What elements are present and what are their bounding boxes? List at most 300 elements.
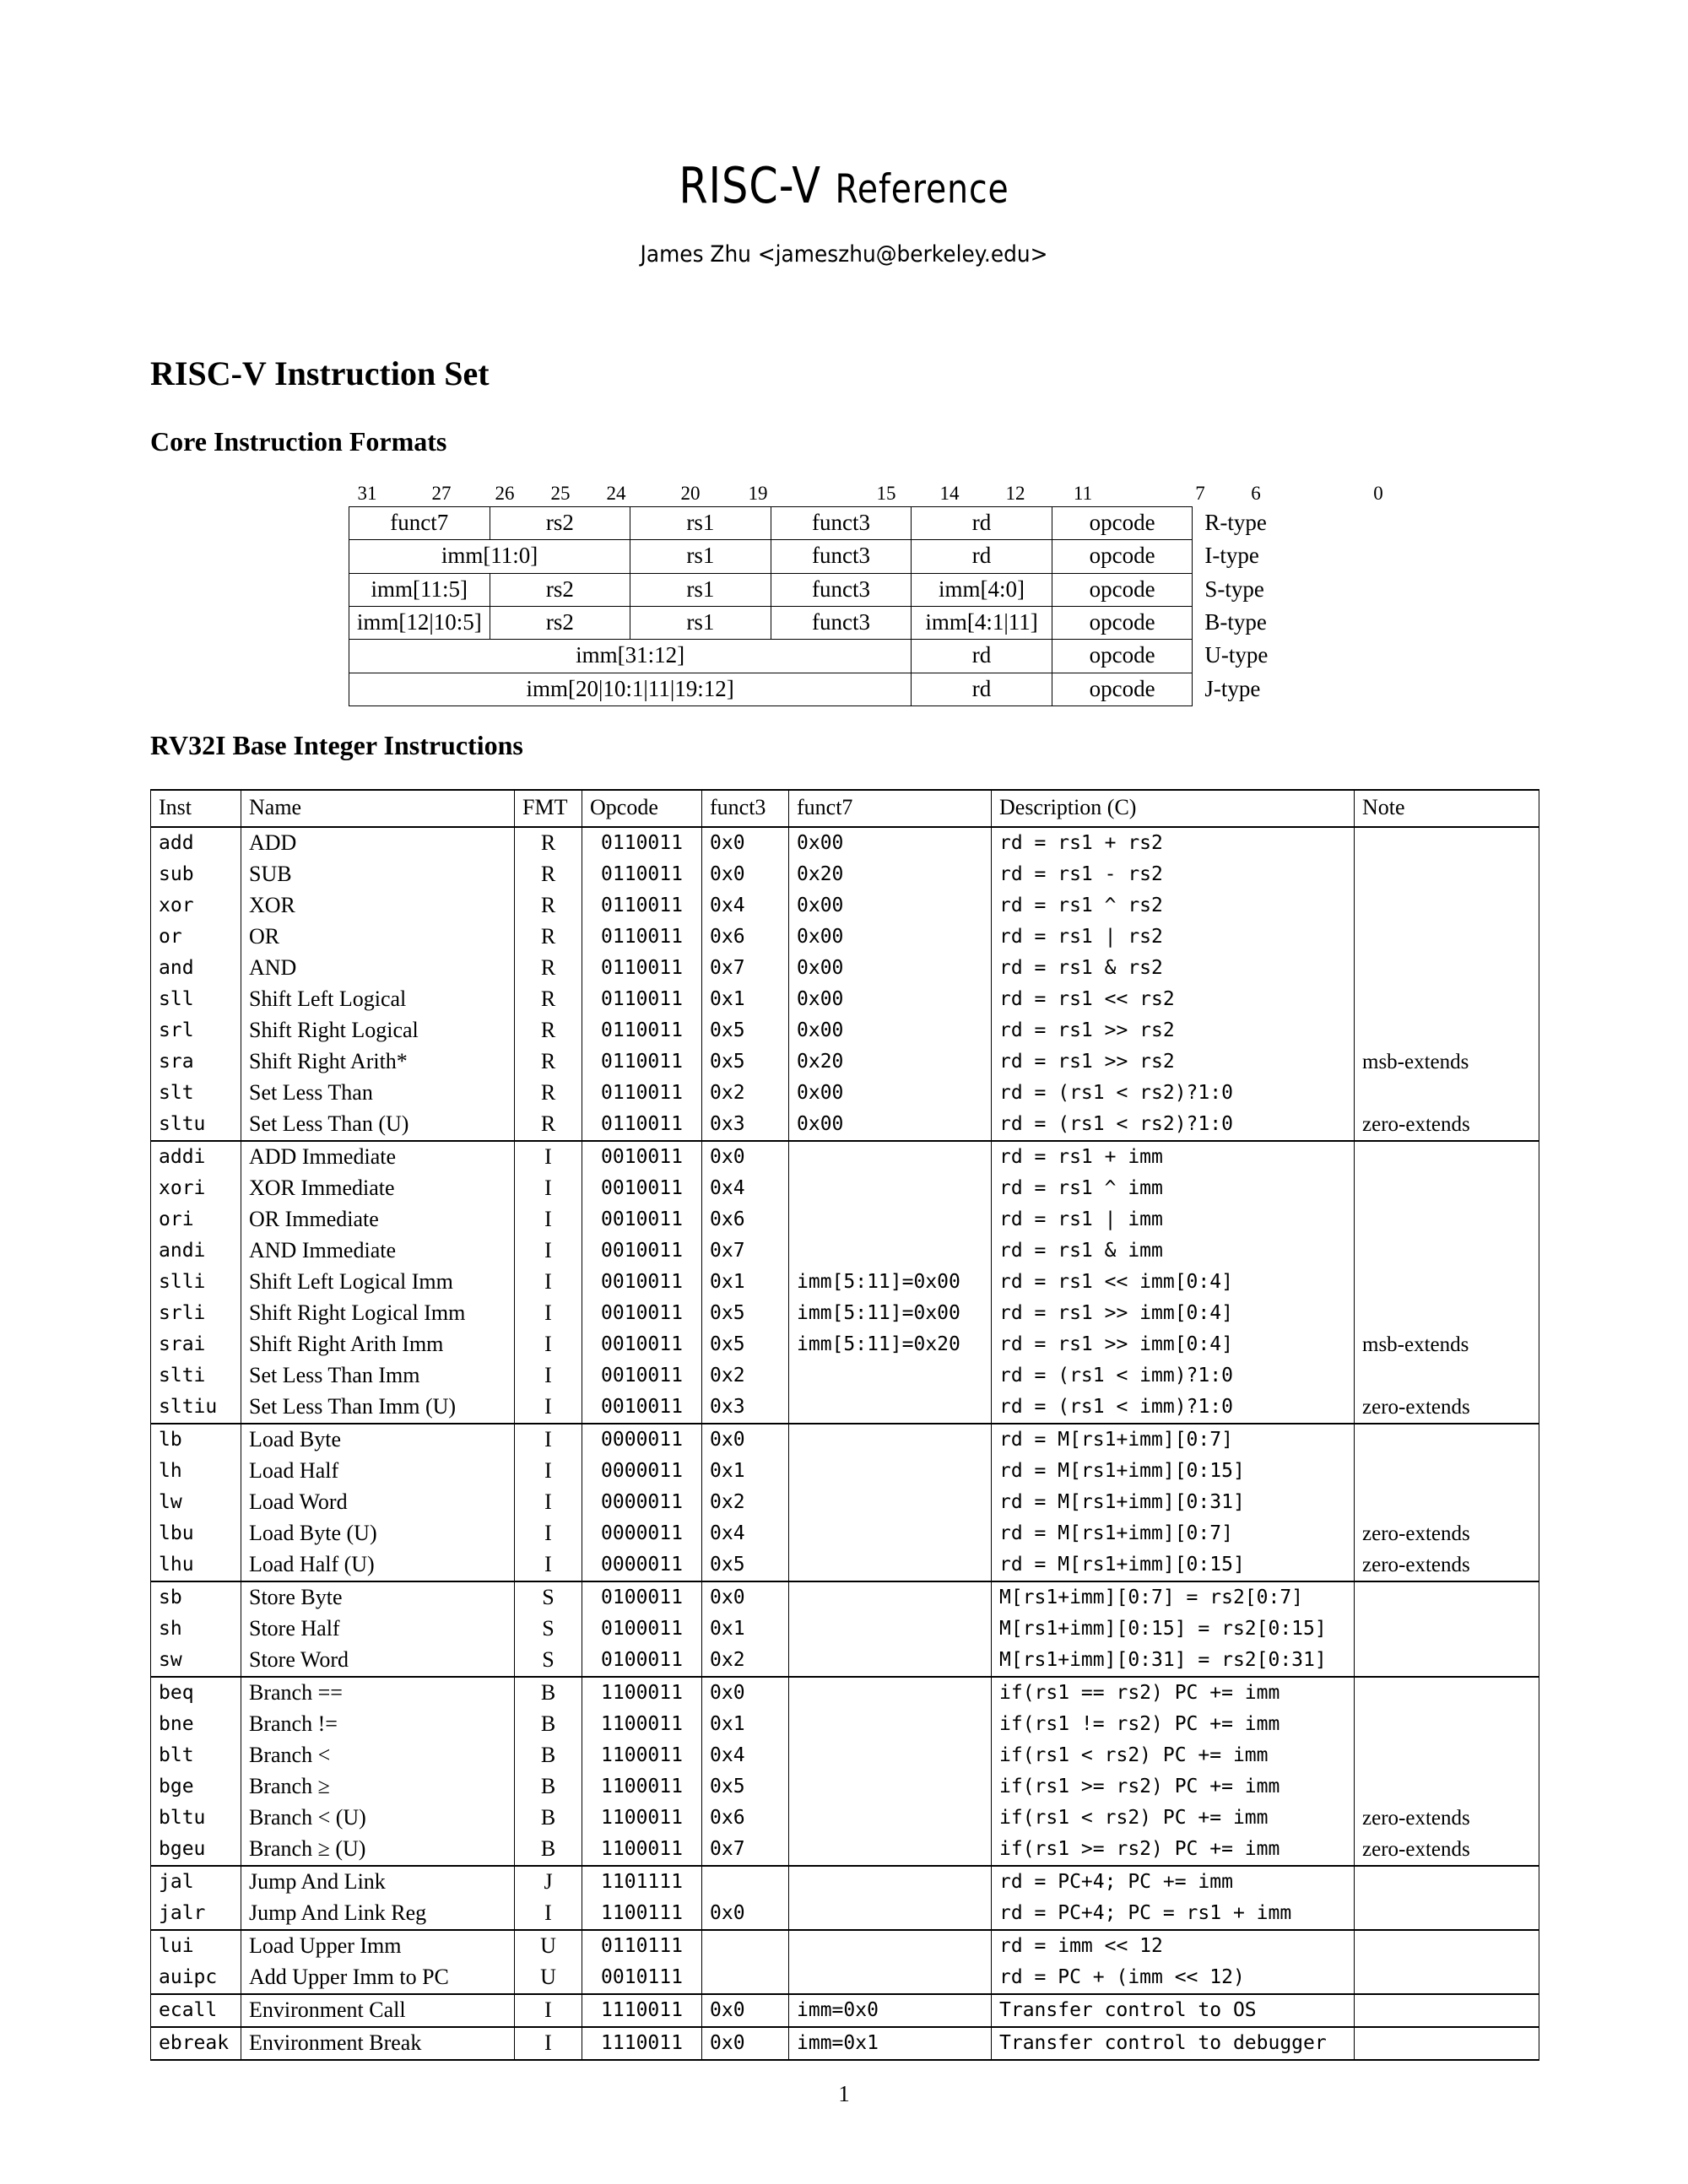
format-field: rs2 — [490, 573, 630, 606]
table-row[interactable] — [151, 1677, 1539, 1709]
cell-name: Shift Right Arith Imm — [241, 1329, 515, 1360]
format-field: opcode — [1052, 507, 1193, 540]
cell-note — [1355, 859, 1539, 890]
table-row[interactable] — [151, 1109, 1539, 1141]
cell-description: rd = rs1 ^ imm — [992, 1173, 1355, 1204]
format-type-label: U-type — [1193, 640, 1334, 673]
table-row[interactable] — [151, 1834, 1539, 1866]
table-row[interactable] — [151, 1015, 1539, 1046]
cell-funct3: 0x5 — [702, 1549, 789, 1581]
cell-funct3: 0x3 — [702, 1109, 789, 1141]
cell-opcode: 0110011 — [582, 984, 702, 1015]
cell-funct3: 0x0 — [702, 827, 789, 859]
cell-opcode: 0110011 — [582, 827, 702, 859]
cell-funct3: 0x5 — [702, 1015, 789, 1046]
cell-name: Load Upper Imm — [241, 1930, 515, 1962]
cell-opcode: 0110011 — [582, 1015, 702, 1046]
cell-description: rd = rs1 >> rs2 — [992, 1046, 1355, 1078]
column-header-funct3: funct3 — [702, 790, 789, 827]
bit-label-27: 27 — [431, 483, 452, 504]
cell-name: Store Word — [241, 1645, 515, 1677]
cell-opcode: 0110011 — [582, 953, 702, 984]
cell-name: Branch == — [241, 1677, 515, 1709]
cell-funct3: 0x6 — [702, 922, 789, 953]
cell-description: rd = rs1 << rs2 — [992, 984, 1355, 1015]
table-row[interactable] — [151, 1994, 1539, 2027]
format-field: imm[31:12] — [349, 640, 912, 673]
cell-note: zero-extends — [1355, 1549, 1539, 1581]
cell-name: OR — [241, 922, 515, 953]
cell-funct7: 0x00 — [789, 922, 992, 953]
format-field: imm[12|10:5] — [349, 607, 490, 640]
format-field: rd — [912, 540, 1052, 573]
cell-description: rd = rs1 >> imm[0:4] — [992, 1298, 1355, 1329]
cell-fmt: I — [515, 1487, 582, 1518]
cell-inst: sw — [151, 1645, 241, 1677]
author-line: James Zhu <jameszhu@berkeley.edu> — [640, 241, 1048, 268]
table-row[interactable] — [151, 2027, 1539, 2060]
table-row[interactable] — [151, 1360, 1539, 1392]
cell-inst: auipc — [151, 1962, 241, 1994]
cell-fmt: I — [515, 1235, 582, 1267]
footer-page-number: 1 — [838, 2081, 850, 2106]
cell-funct7 — [789, 1549, 992, 1581]
bit-label-7: 7 — [1195, 483, 1205, 504]
cell-name: Load Half (U) — [241, 1549, 515, 1581]
cell-funct7 — [789, 1677, 992, 1709]
heading-core-instruction-formats: Core Instruction Formats — [150, 426, 447, 457]
format-type-label: J-type — [1193, 673, 1334, 705]
cell-opcode: 0110011 — [582, 859, 702, 890]
cell-fmt: I — [515, 2027, 582, 2060]
cell-inst: jal — [151, 1866, 241, 1898]
cell-inst: sll — [151, 984, 241, 1015]
cell-description: rd = (rs1 < rs2)?1:0 — [992, 1078, 1355, 1109]
cell-opcode: 1100111 — [582, 1898, 702, 1930]
table-row[interactable] — [151, 1267, 1539, 1298]
cell-funct7: imm[5:11]=0x00 — [789, 1298, 992, 1329]
cell-opcode: 0010011 — [582, 1235, 702, 1267]
cell-inst: srai — [151, 1329, 241, 1360]
cell-funct3 — [702, 1962, 789, 1994]
cell-funct7 — [789, 1930, 992, 1962]
column-header-inst: Inst — [151, 790, 241, 827]
table-row[interactable] — [151, 827, 1539, 859]
cell-note — [1355, 1204, 1539, 1235]
cell-name: XOR — [241, 890, 515, 922]
cell-name: Shift Left Logical — [241, 984, 515, 1015]
cell-funct7 — [789, 1709, 992, 1740]
table-row[interactable] — [151, 1645, 1539, 1677]
cell-description: rd = M[rs1+imm][0:15] — [992, 1456, 1355, 1487]
cell-funct3: 0x4 — [702, 1518, 789, 1549]
cell-name: Branch ≥ — [241, 1771, 515, 1803]
format-field: funct3 — [771, 573, 912, 606]
cell-inst: ebreak — [151, 2027, 241, 2060]
cell-name: Store Byte — [241, 1581, 515, 1614]
format-field: rs1 — [630, 607, 771, 640]
cell-name: Set Less Than (U) — [241, 1109, 515, 1141]
table-row[interactable] — [151, 1898, 1539, 1930]
cell-fmt: I — [515, 1518, 582, 1549]
cell-funct7 — [789, 1614, 992, 1645]
table-row[interactable] — [151, 859, 1539, 890]
cell-fmt: S — [515, 1645, 582, 1677]
cell-funct7: 0x00 — [789, 890, 992, 922]
cell-funct3: 0x1 — [702, 984, 789, 1015]
cell-funct7 — [789, 1424, 992, 1456]
cell-funct3: 0x0 — [702, 1424, 789, 1456]
cell-description: if(rs1 < rs2) PC += imm — [992, 1740, 1355, 1771]
cell-fmt: R — [515, 922, 582, 953]
bit-label-6: 6 — [1251, 483, 1261, 504]
format-type-label: R-type — [1193, 507, 1334, 540]
cell-opcode: 1110011 — [582, 2027, 702, 2060]
cell-funct7: 0x00 — [789, 1078, 992, 1109]
table-header-row — [151, 790, 1539, 827]
cell-fmt: R — [515, 1078, 582, 1109]
cell-description: M[rs1+imm][0:31] = rs2[0:31] — [992, 1645, 1355, 1677]
cell-fmt: S — [515, 1581, 582, 1614]
cell-fmt: I — [515, 1549, 582, 1581]
format-row — [349, 573, 1334, 606]
cell-opcode: 0000011 — [582, 1487, 702, 1518]
cell-fmt: I — [515, 1456, 582, 1487]
cell-inst: sub — [151, 859, 241, 890]
table-row[interactable] — [151, 1173, 1539, 1204]
format-row — [349, 507, 1334, 540]
cell-name: SUB — [241, 859, 515, 890]
cell-funct3: 0x5 — [702, 1298, 789, 1329]
cell-name: Shift Left Logical Imm — [241, 1267, 515, 1298]
cell-funct7: imm=0x1 — [789, 2027, 992, 2060]
page-title-lead: RISC-V — [679, 156, 821, 214]
cell-funct7 — [789, 1173, 992, 1204]
cell-name: Set Less Than Imm (U) — [241, 1392, 515, 1424]
cell-fmt: R — [515, 984, 582, 1015]
cell-description: rd = rs1 | rs2 — [992, 922, 1355, 953]
page-title-rest: Reference — [835, 166, 1009, 213]
table-row[interactable] — [151, 1962, 1539, 1994]
cell-name: XOR Immediate — [241, 1173, 515, 1204]
cell-note — [1355, 1235, 1539, 1267]
table-row[interactable] — [151, 1740, 1539, 1771]
cell-inst: sra — [151, 1046, 241, 1078]
format-row — [349, 640, 1334, 673]
heading-rv32i: RV32I Base Integer Instructions — [150, 730, 523, 760]
cell-inst: srl — [151, 1015, 241, 1046]
cell-name: Load Half — [241, 1456, 515, 1487]
table-row[interactable] — [151, 1456, 1539, 1487]
cell-funct7: 0x00 — [789, 1109, 992, 1141]
cell-note — [1355, 1078, 1539, 1109]
cell-fmt: R — [515, 827, 582, 859]
cell-description: rd = rs1 << imm[0:4] — [992, 1267, 1355, 1298]
cell-inst: ecall — [151, 1994, 241, 2027]
cell-opcode: 0110111 — [582, 1930, 702, 1962]
cell-note — [1355, 1456, 1539, 1487]
cell-name: Branch != — [241, 1709, 515, 1740]
cell-funct3: 0x0 — [702, 1677, 789, 1709]
cell-inst: beq — [151, 1677, 241, 1709]
cell-note — [1355, 984, 1539, 1015]
cell-name: AND Immediate — [241, 1235, 515, 1267]
table-row[interactable] — [151, 1424, 1539, 1456]
table-row[interactable] — [151, 1204, 1539, 1235]
cell-note: msb-extends — [1355, 1329, 1539, 1360]
cell-inst: add — [151, 827, 241, 859]
table-row[interactable] — [151, 1771, 1539, 1803]
cell-opcode: 1100011 — [582, 1677, 702, 1709]
table-row[interactable] — [151, 953, 1539, 984]
format-field: imm[4:1|11] — [912, 607, 1052, 640]
cell-note — [1355, 1740, 1539, 1771]
format-field: rd — [912, 640, 1052, 673]
cell-funct7 — [789, 1392, 992, 1424]
cell-description: M[rs1+imm][0:15] = rs2[0:15] — [992, 1614, 1355, 1645]
cell-funct3: 0x2 — [702, 1645, 789, 1677]
cell-name: Set Less Than Imm — [241, 1360, 515, 1392]
cell-funct3: 0x5 — [702, 1771, 789, 1803]
cell-inst: slli — [151, 1267, 241, 1298]
cell-fmt: I — [515, 1424, 582, 1456]
cell-inst: sltiu — [151, 1392, 241, 1424]
bit-label-12: 12 — [1005, 483, 1025, 504]
cell-fmt: U — [515, 1930, 582, 1962]
cell-funct7: imm[5:11]=0x00 — [789, 1267, 992, 1298]
table-row[interactable] — [151, 1141, 1539, 1173]
cell-inst: lui — [151, 1930, 241, 1962]
bit-label-24: 24 — [606, 483, 626, 504]
cell-opcode: 0100011 — [582, 1645, 702, 1677]
cell-description: if(rs1 == rs2) PC += imm — [992, 1677, 1355, 1709]
cell-funct3: 0x4 — [702, 1740, 789, 1771]
table-row[interactable] — [151, 1614, 1539, 1645]
cell-funct3: 0x1 — [702, 1614, 789, 1645]
cell-funct7 — [789, 1866, 992, 1898]
format-field: funct3 — [771, 607, 912, 640]
cell-inst: andi — [151, 1235, 241, 1267]
cell-funct3: 0x0 — [702, 1581, 789, 1614]
cell-inst: bltu — [151, 1803, 241, 1834]
cell-funct3: 0x6 — [702, 1204, 789, 1235]
table-row[interactable] — [151, 1803, 1539, 1834]
cell-description: rd = rs1 >> rs2 — [992, 1015, 1355, 1046]
cell-funct7: imm=0x0 — [789, 1994, 992, 2027]
cell-funct3 — [702, 1866, 789, 1898]
table-row[interactable] — [151, 1046, 1539, 1078]
cell-name: Jump And Link — [241, 1866, 515, 1898]
cell-note: zero-extends — [1355, 1392, 1539, 1424]
cell-funct7: 0x00 — [789, 984, 992, 1015]
cell-fmt: I — [515, 1267, 582, 1298]
cell-funct7 — [789, 1645, 992, 1677]
cell-note — [1355, 1898, 1539, 1930]
cell-name: Shift Right Logical — [241, 1015, 515, 1046]
cell-funct3: 0x1 — [702, 1709, 789, 1740]
cell-description: rd = M[rs1+imm][0:7] — [992, 1518, 1355, 1549]
core-instruction-formats-section — [349, 483, 1383, 706]
cell-description: rd = PC+4; PC = rs1 + imm — [992, 1898, 1355, 1930]
cell-opcode: 0110011 — [582, 1109, 702, 1141]
cell-description: rd = PC+4; PC += imm — [992, 1866, 1355, 1898]
table-row[interactable] — [151, 1298, 1539, 1329]
bit-label-0: 0 — [1373, 483, 1383, 504]
cell-opcode: 0100011 — [582, 1581, 702, 1614]
cell-opcode: 1110011 — [582, 1994, 702, 2027]
table-row[interactable] — [151, 890, 1539, 922]
cell-funct3: 0x5 — [702, 1046, 789, 1078]
cell-opcode: 0010011 — [582, 1329, 702, 1360]
cell-fmt: R — [515, 1109, 582, 1141]
cell-funct7 — [789, 1204, 992, 1235]
cell-inst: bgeu — [151, 1834, 241, 1866]
format-field: funct7 — [349, 507, 490, 540]
cell-funct3: 0x1 — [702, 1267, 789, 1298]
cell-funct3: 0x0 — [702, 859, 789, 890]
cell-inst: lh — [151, 1456, 241, 1487]
column-header-note: Note — [1355, 790, 1539, 827]
cell-fmt: I — [515, 1392, 582, 1424]
bit-label-14: 14 — [939, 483, 960, 504]
cell-note — [1355, 1614, 1539, 1645]
cell-funct3: 0x0 — [702, 2027, 789, 2060]
cell-inst: and — [151, 953, 241, 984]
cell-funct3: 0x7 — [702, 953, 789, 984]
cell-name: Branch < (U) — [241, 1803, 515, 1834]
cell-inst: sh — [151, 1614, 241, 1645]
cell-opcode: 1100011 — [582, 1771, 702, 1803]
cell-inst: lw — [151, 1487, 241, 1518]
bit-label-11: 11 — [1073, 483, 1093, 504]
cell-funct3: 0x6 — [702, 1803, 789, 1834]
cell-fmt: B — [515, 1771, 582, 1803]
table-row[interactable] — [151, 1518, 1539, 1549]
format-row — [349, 540, 1334, 573]
cell-note — [1355, 1930, 1539, 1962]
table-row[interactable] — [151, 1930, 1539, 1962]
cell-opcode: 0110011 — [582, 1078, 702, 1109]
cell-fmt: I — [515, 1360, 582, 1392]
cell-inst: or — [151, 922, 241, 953]
format-type-label: B-type — [1193, 607, 1334, 640]
table-row[interactable] — [151, 1487, 1539, 1518]
cell-fmt: B — [515, 1834, 582, 1866]
cell-opcode: 0000011 — [582, 1424, 702, 1456]
cell-funct7: 0x00 — [789, 1015, 992, 1046]
cell-funct3: 0x2 — [702, 1078, 789, 1109]
cell-note — [1355, 1424, 1539, 1456]
table-row[interactable] — [151, 1235, 1539, 1267]
cell-description: Transfer control to OS — [992, 1994, 1355, 2027]
cell-funct3: 0x7 — [702, 1834, 789, 1866]
cell-funct3: 0x0 — [702, 1141, 789, 1173]
bit-label-25: 25 — [550, 483, 571, 504]
cell-inst: slti — [151, 1360, 241, 1392]
column-header-funct7: funct7 — [789, 790, 992, 827]
rv32i-instruction-table — [150, 789, 1539, 2061]
cell-name: Shift Right Arith* — [241, 1046, 515, 1078]
cell-funct3: 0x4 — [702, 1173, 789, 1204]
cell-fmt: B — [515, 1677, 582, 1709]
cell-note — [1355, 953, 1539, 984]
cell-description: rd = PC + (imm << 12) — [992, 1962, 1355, 1994]
cell-name: Branch < — [241, 1740, 515, 1771]
cell-description: rd = rs1 | imm — [992, 1204, 1355, 1235]
cell-note — [1355, 1581, 1539, 1614]
table-row[interactable] — [151, 1078, 1539, 1109]
cell-description: rd = imm << 12 — [992, 1930, 1355, 1962]
format-field: opcode — [1052, 540, 1193, 573]
table-row[interactable] — [151, 984, 1539, 1015]
cell-opcode: 0000011 — [582, 1456, 702, 1487]
table-row[interactable] — [151, 1549, 1539, 1581]
cell-note — [1355, 1173, 1539, 1204]
cell-funct7 — [789, 1771, 992, 1803]
cell-inst: xori — [151, 1173, 241, 1204]
cell-fmt: B — [515, 1709, 582, 1740]
table-row[interactable] — [151, 1392, 1539, 1424]
cell-description: rd = rs1 ^ rs2 — [992, 890, 1355, 922]
cell-fmt: R — [515, 1015, 582, 1046]
format-field: opcode — [1052, 573, 1193, 606]
cell-name: AND — [241, 953, 515, 984]
format-field: imm[20|10:1|11|19:12] — [349, 673, 912, 705]
cell-note — [1355, 1962, 1539, 1994]
table-row[interactable] — [151, 1866, 1539, 1898]
table-row[interactable] — [151, 1709, 1539, 1740]
cell-note: zero-extends — [1355, 1518, 1539, 1549]
column-header-name: Name — [241, 790, 515, 827]
format-row — [349, 607, 1334, 640]
bit-label-31: 31 — [357, 483, 377, 504]
cell-description: if(rs1 != rs2) PC += imm — [992, 1709, 1355, 1740]
cell-funct3: 0x1 — [702, 1456, 789, 1487]
cell-note — [1355, 1487, 1539, 1518]
cell-fmt: I — [515, 1204, 582, 1235]
cell-name: ADD Immediate — [241, 1141, 515, 1173]
cell-funct7 — [789, 1487, 992, 1518]
cell-note — [1355, 2027, 1539, 2060]
cell-note — [1355, 890, 1539, 922]
cell-note — [1355, 1866, 1539, 1898]
cell-description: rd = rs1 & imm — [992, 1235, 1355, 1267]
cell-inst: sltu — [151, 1109, 241, 1141]
format-field: rs1 — [630, 507, 771, 540]
cell-note — [1355, 1015, 1539, 1046]
table-row[interactable] — [151, 922, 1539, 953]
heading-instruction-set: RISC-V Instruction Set — [150, 354, 490, 392]
format-field: opcode — [1052, 640, 1193, 673]
cell-fmt: I — [515, 1994, 582, 2027]
bit-label-26: 26 — [495, 483, 515, 504]
cell-funct7: 0x00 — [789, 953, 992, 984]
cell-funct3: 0x7 — [702, 1235, 789, 1267]
cell-note: zero-extends — [1355, 1834, 1539, 1866]
format-field: rs2 — [490, 607, 630, 640]
cell-opcode: 0010011 — [582, 1173, 702, 1204]
cell-description: rd = (rs1 < rs2)?1:0 — [992, 1109, 1355, 1141]
cell-funct7 — [789, 1518, 992, 1549]
cell-note — [1355, 1141, 1539, 1173]
column-header-opcode: Opcode — [582, 790, 702, 827]
table-row[interactable] — [151, 1581, 1539, 1614]
cell-opcode: 0010011 — [582, 1360, 702, 1392]
cell-opcode: 1101111 — [582, 1866, 702, 1898]
table-row[interactable] — [151, 1329, 1539, 1360]
cell-fmt: R — [515, 890, 582, 922]
cell-inst: xor — [151, 890, 241, 922]
